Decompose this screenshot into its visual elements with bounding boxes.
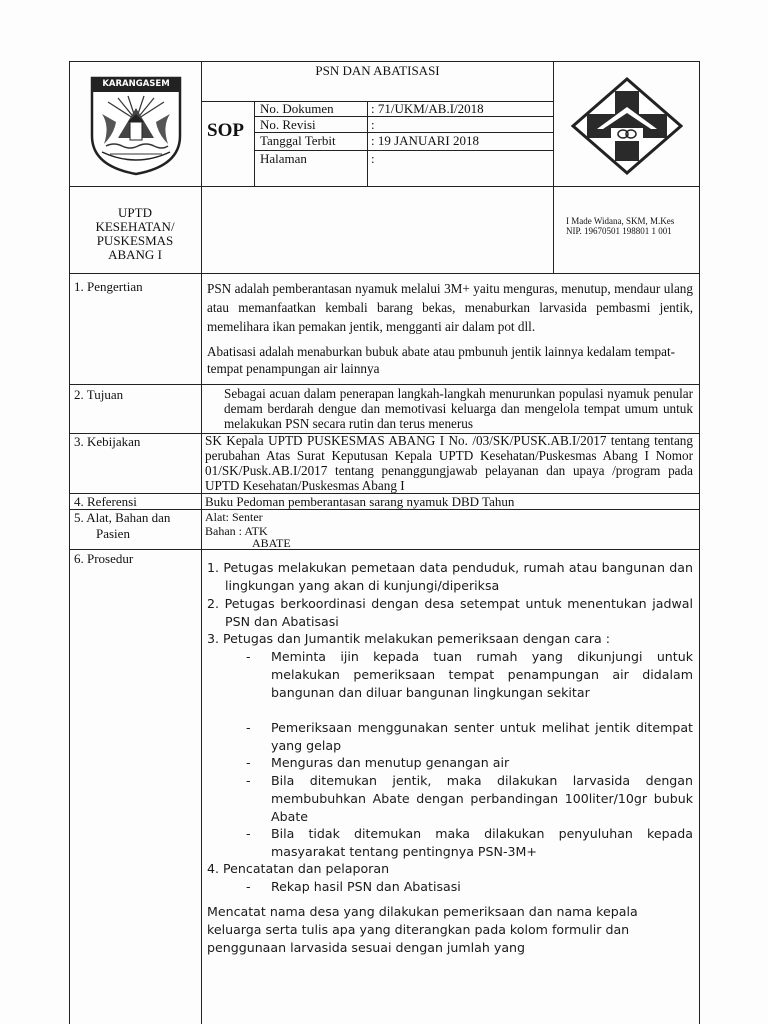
- field-label-divider: [367, 101, 368, 186]
- puskesmas-logo: [571, 77, 683, 175]
- section-divider: [69, 384, 700, 385]
- pengertian-paragraph-1: PSN adalah pemberantasan nyamuk melalui 3M+ yaitu menguras, menutup, mendaur ulang atau memanfaatkan kembali barang bekas, menaburkan larvasida pembasmi jentik, memelihara ikan pemakan jentik, mengganti air dalam pot dll.: [207, 281, 693, 334]
- prosedur-step-1: 1. Petugas melakukan pemetaan data penduduk, rumah atau bangunan dan lingkungan yang akan di kunjungi/diperiksa: [207, 560, 693, 593]
- field-label-halaman: Halaman: [260, 151, 307, 166]
- sop-divider: [254, 101, 255, 186]
- prosedur-sub-item: Menguras dan menutup genangan air: [271, 755, 510, 770]
- prosedur-sub-item: Rekap hasil PSN dan Abatisasi: [271, 879, 461, 894]
- section-label-pengertian: 1. Pengertian: [74, 279, 143, 294]
- bullet-dash: -: [246, 826, 251, 841]
- alat-text: Alat: Senter: [205, 510, 263, 524]
- emblem-label: KARANGASEM: [102, 79, 170, 89]
- section-label-referensi: 4. Referensi: [74, 494, 137, 509]
- header-bottom-line: [69, 273, 700, 274]
- field-value-no-dokumen: : 71/UKM/AB.I/2018: [371, 101, 484, 116]
- prosedur-sub-item: Meminta ijin kepada tuan rumah yang dikunjungi untuk melakukan pemeriksaan tempat penampungan air didalam bangunan dan diluar bangunan lingkungan sekitar: [271, 649, 693, 700]
- section-label-prosedur: 6. Prosedur: [74, 551, 134, 566]
- kebijakan-text: SK Kepala UPTD PUSKESMAS ABANG I No. /03/SK/PUSK.AB.I/2017 tentang tentang perubahan Atas Surat Keputusan Kepala UPTD Kesehatan/Puskesmas Abang I Nomor 01/SK/Pusk.AB.I/2017 tentang penanggungjawab pelayanan dan upaya /program pada UPTD Kesehatan/Puskesmas Abang I: [205, 433, 693, 493]
- field-value-tanggal-terbit: : 19 JANUARI 2018: [371, 133, 479, 148]
- bahan-text: Bahan : ATK: [205, 524, 268, 538]
- prosedur-step-3: 3. Petugas dan Jumantik melakukan pemeriksaan dengan cara :: [207, 631, 611, 646]
- referensi-text: Buku Pedoman pemberantasan sarang nyamuk DBD Tahun: [205, 494, 515, 509]
- bullet-dash: -: [246, 755, 251, 770]
- karangasem-emblem: [88, 74, 184, 176]
- bullet-dash: -: [246, 649, 251, 664]
- table-column-divider: [201, 61, 202, 1024]
- bullet-dash: -: [246, 773, 251, 788]
- table-border-right: [699, 61, 700, 1024]
- prosedur-sub-item: Pemeriksaan menggunakan senter untuk melihat jentik ditempat yang gelap: [271, 720, 693, 753]
- tujuan-text: Sebagai acuan dalam penerapan langkah-langkah menurunkan populasi nyamuk penular demam berdarah dengue dan memotivasi keluarga dan mengelola tempat umum untuk melakukan PSN secara rutin dan terus menerus: [224, 386, 693, 431]
- table-border-top: [69, 61, 700, 62]
- abate-text: ABATE: [252, 536, 291, 550]
- header-right-divider: [553, 61, 554, 273]
- field-label-no-revisi: No. Revisi: [260, 117, 316, 132]
- sop-label: SOP: [207, 120, 244, 141]
- section-label-alat-cont: Pasien: [96, 526, 130, 541]
- field-label-tanggal-terbit: Tanggal Terbit: [260, 133, 336, 148]
- field-value-halaman: :: [371, 151, 375, 166]
- prosedur-step-4: 4. Pencatatan dan pelaporan: [207, 861, 390, 876]
- bullet-dash: -: [246, 720, 251, 735]
- institution-line: UPTD: [118, 205, 152, 220]
- signatory-name: I Made Widana, SKM, M.Kes: [566, 216, 675, 226]
- section-divider: [69, 549, 700, 550]
- header-row-line: [69, 186, 700, 187]
- field-label-no-dokumen: No. Dokumen: [260, 101, 334, 116]
- prosedur-sub-item: Bila tidak ditemukan maka dilakukan penyuluhan kepada masyarakat tentang pentingnya PSN-3M+: [271, 826, 693, 859]
- field-value-no-revisi: :: [371, 117, 375, 132]
- institution-line: KESEHATAN/: [95, 219, 175, 234]
- signatory-nip: NIP. 19670501 198801 1 001: [566, 226, 672, 236]
- document-title: PSN DAN ABATISASI: [315, 63, 440, 78]
- institution-line: PUSKESMAS: [96, 233, 174, 248]
- institution-line: ABANG I: [108, 247, 162, 262]
- bullet-dash: -: [246, 879, 251, 894]
- prosedur-step-2: 2. Petugas berkoordinasi dengan desa setempat untuk menentukan jadwal PSN dan Abatisasi: [207, 596, 693, 629]
- prosedur-sub-item: Bila ditemukan jentik, maka dilakukan larvasida dengan membubuhkan Abate dengan perbandingan 100liter/10gr bubuk Abate: [271, 773, 693, 824]
- section-label-tujuan: 2. Tujuan: [74, 387, 124, 402]
- prosedur-closing-paragraph: Mencatat nama desa yang dilakukan pemeriksaan dan nama kepala keluarga serta tulis apa yang diterangkan pada kolom formulir dan penggunaan larvasida sesuai dengan jumlah yang: [207, 904, 638, 955]
- pengertian-paragraph-2: Abatisasi adalah menaburkan bubuk abate atau pmbunuh jentik lainnya kedalam tempat-tempat penampungan air lainnya: [207, 344, 676, 376]
- section-label-kebijakan: 3. Kebijakan: [74, 434, 141, 449]
- section-label-alat: 5. Alat, Bahan dan: [74, 510, 171, 525]
